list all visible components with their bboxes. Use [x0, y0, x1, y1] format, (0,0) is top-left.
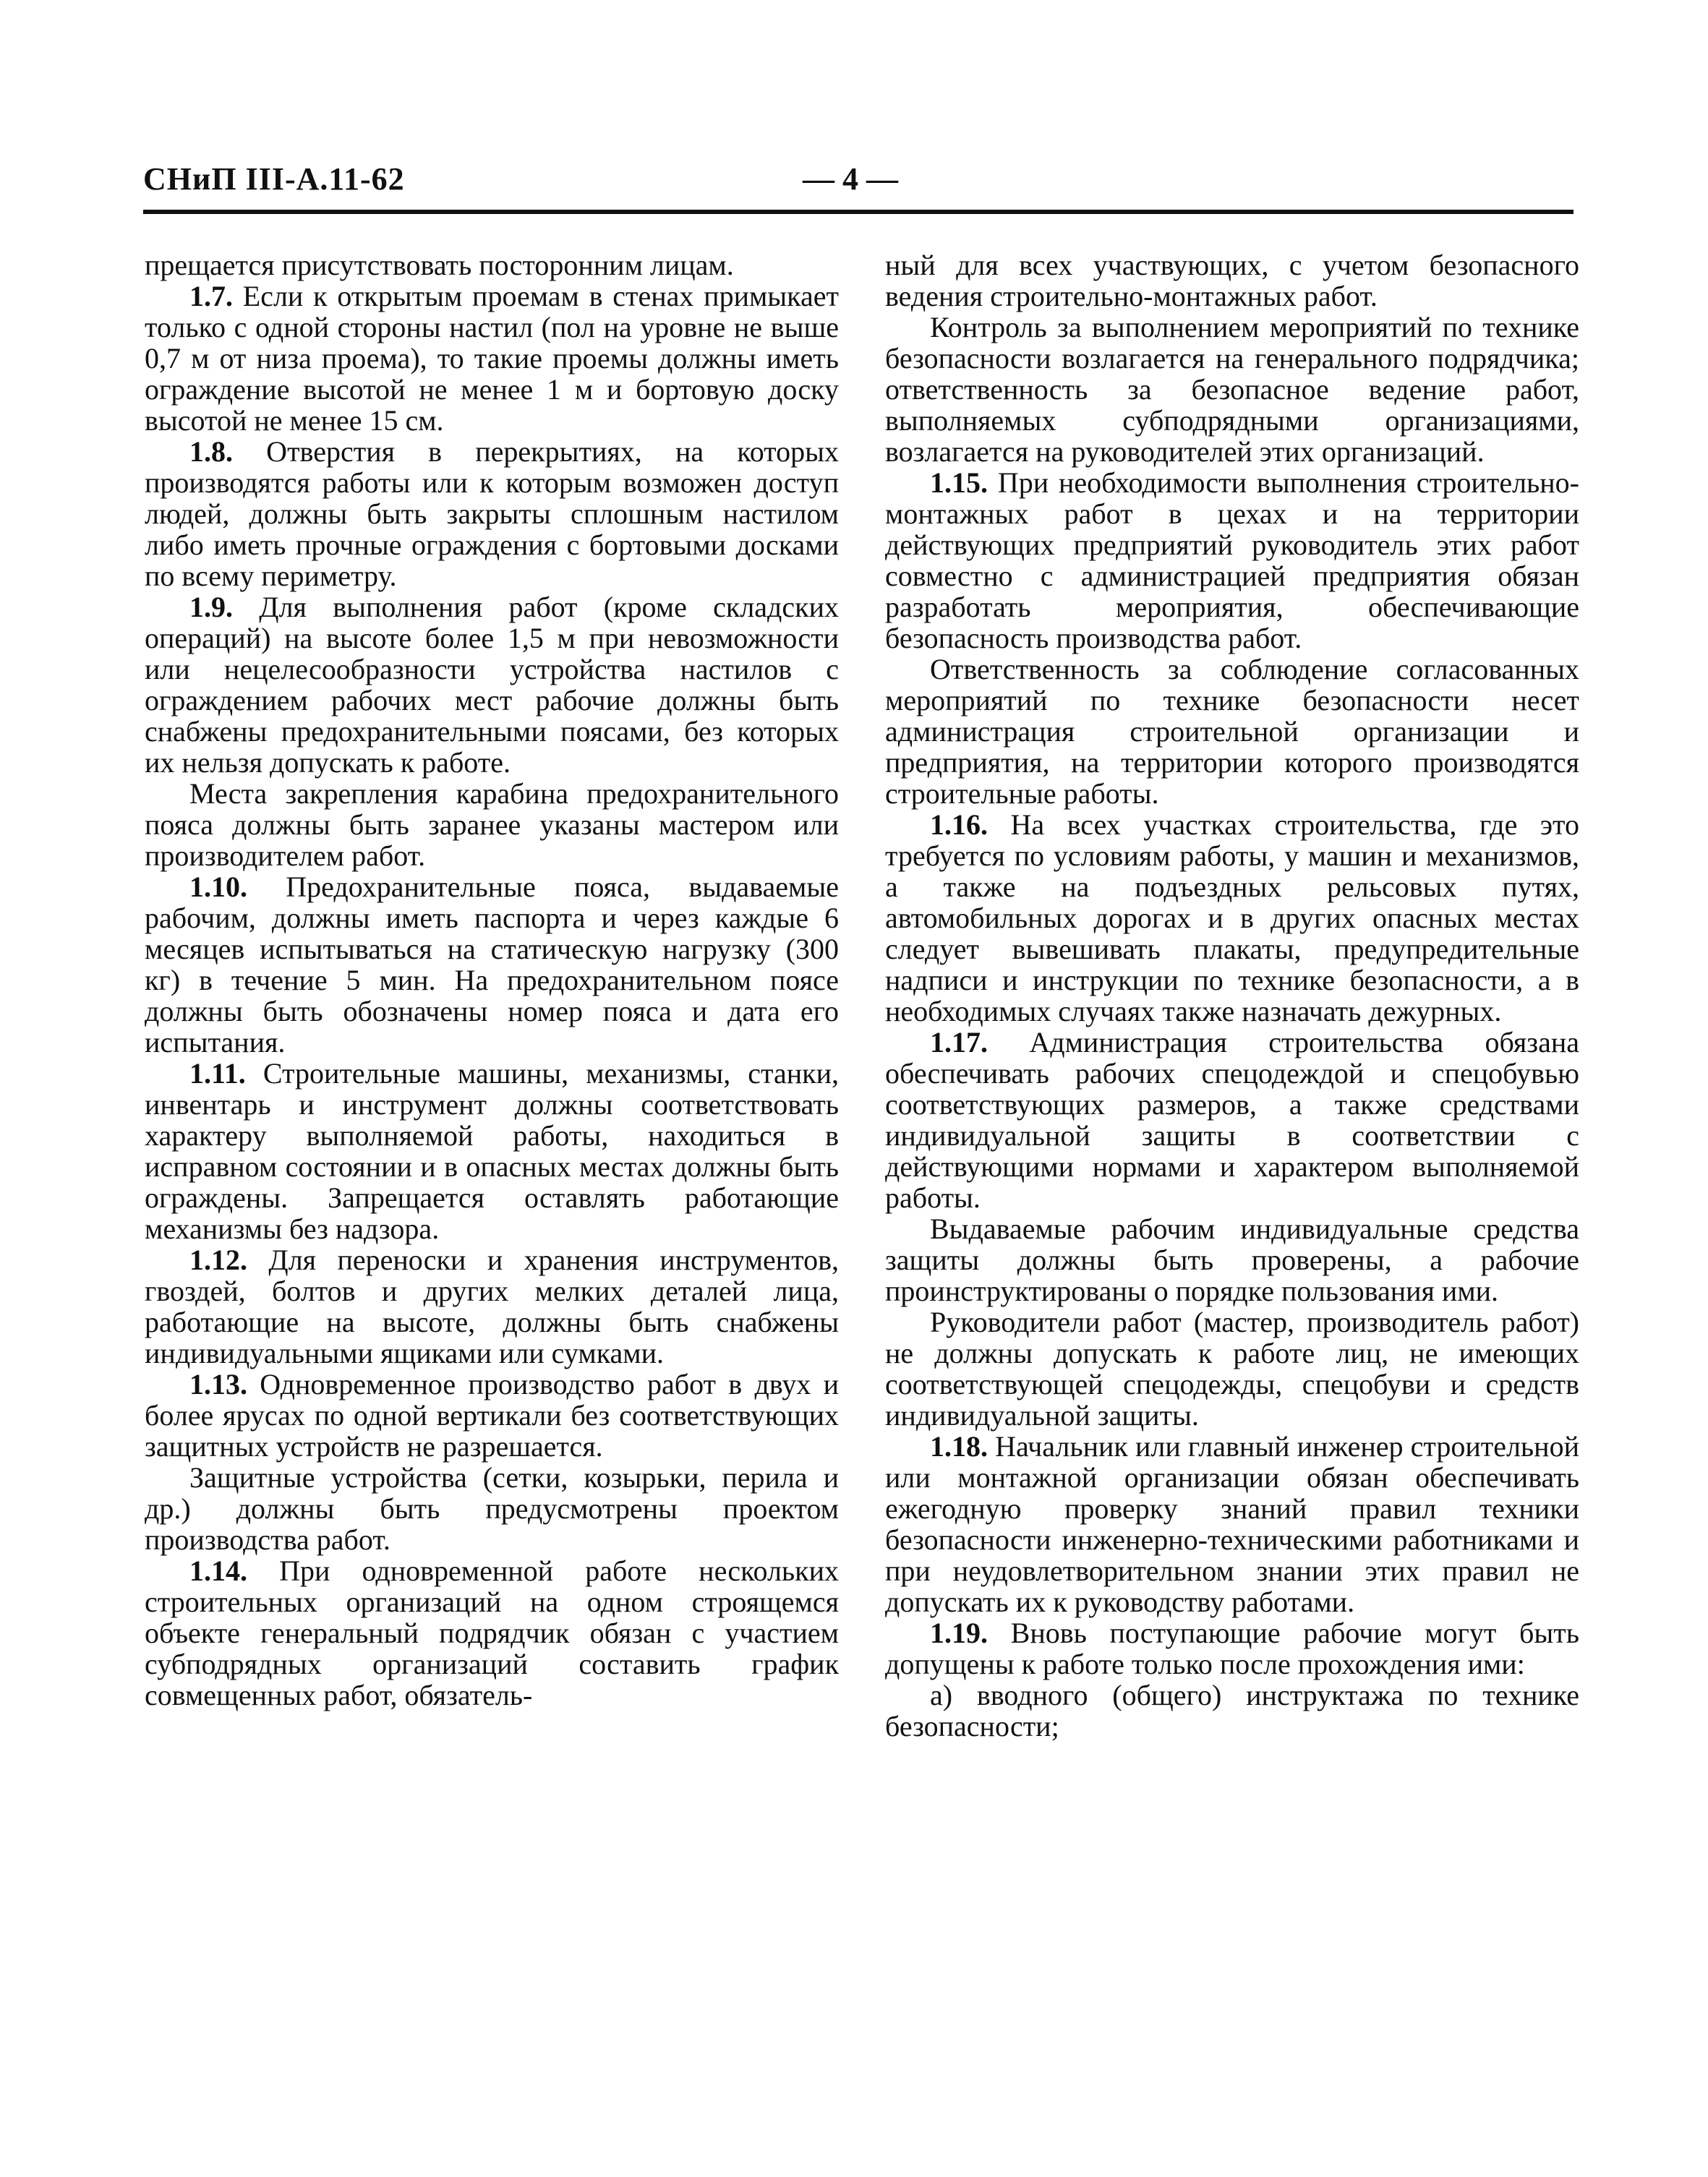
paragraph-text: Одновременное производство работ в двух и более ярусах по одной вертикали без соответствующих защитных устройств не разрешается. [145, 1368, 839, 1463]
paragraph [145, 436, 839, 591]
right-column [885, 249, 1579, 1742]
paragraph [885, 654, 1579, 809]
paragraph [145, 871, 839, 1058]
paragraph [145, 778, 839, 871]
paragraph-text: Выдаваемые рабочим индивидуальные средства защиты должны быть проверены, а рабочие проинструктированы о порядке пользования ими. [885, 1212, 1579, 1307]
clause-number: 1.19. [930, 1617, 988, 1649]
paragraph-text: Строительные машины, механизмы, станки, инвентарь и инструмент должны соответствовать характеру выполняемой работы, находиться в исправном состоянии и в опасных местах должны быть ограждены. Запрещается оставлять работающие механизмы без надзора. [145, 1057, 839, 1245]
page-header [143, 161, 1574, 204]
header-rule [143, 210, 1574, 214]
paragraph [885, 1431, 1579, 1617]
paragraph-text: прещается присутствовать посторонним лицам. [145, 249, 734, 281]
clause-number: 1.10. [189, 871, 247, 903]
paragraph [885, 467, 1579, 654]
paragraph-text: Защитные устройства (сетки, козырьки, перила и др.) должны быть предусмотрены проектом производства работ. [145, 1461, 839, 1556]
paragraph-text: Контроль за выполнением мероприятий по технике безопасности возлагается на генерального подрядчика; ответственность за безопасное ведение работ, выполняемых субподрядными организациями, возлагается на руководителей этих организаций. [885, 311, 1579, 468]
paragraph [885, 809, 1579, 1027]
clause-number: 1.18. [930, 1430, 988, 1463]
paragraph-text: Предохранительные пояса, выдаваемые рабочим, должны иметь паспорта и через каждые 6 месяцев испытываться на статическую нагрузку (300 кг) в течение 5 мин. На предохранительном поясе должны быть обозначены номер пояса и дата его испытания. [145, 871, 839, 1058]
paragraph [145, 1058, 839, 1244]
document-code: СНиП III-А.11-62 [143, 161, 405, 197]
paragraph [145, 591, 839, 778]
paragraph [885, 249, 1579, 312]
paragraph [145, 1244, 839, 1369]
paragraph [145, 1369, 839, 1462]
paragraph [885, 1213, 1579, 1306]
paragraph-text: Ответственность за соблюдение согласованных мероприятий по технике безопасности несет администрация строительной организации и предприятия, на территории которого производятся строительные работы. [885, 653, 1579, 810]
clause-number: 1.9. [189, 591, 233, 623]
paragraph [885, 1306, 1579, 1431]
left-column [145, 249, 839, 1711]
paragraph [885, 1680, 1579, 1742]
paragraph-text: ный для всех участвующих, с учетом безопасного ведения строительно-монтажных работ. [885, 249, 1579, 312]
paragraph-text: Руководители работ (мастер, производитель работ) не должны допускать к работе лиц, не имеющих соответствующей спецодежды, спецобуви и средств индивидуальной защиты. [885, 1306, 1579, 1432]
clause-number: 1.11. [189, 1057, 246, 1090]
paragraph-text: Для переноски и хранения инструментов, гвоздей, болтов и других мелких деталей лица, работающие на высоте, должны быть снабжены индивидуальными ящиками или сумками. [145, 1244, 839, 1369]
paragraph [885, 1027, 1579, 1213]
paragraph-text: При одновременной работе нескольких строительных организаций на одном строящемся объекте генеральный подрядчик обязан с участием субподрядных организаций составить график совмещенных работ, обязатель- [145, 1554, 839, 1711]
clause-number: 1.17. [930, 1026, 988, 1058]
paragraph-text: Вновь поступающие рабочие могут быть допущены к работе только после прохождения ими: [885, 1617, 1579, 1680]
paragraph [145, 1555, 839, 1711]
paragraph-text: На всех участках строительства, где это требуется по условиям работы, у машин и механизмов, а также на подъездных рельсовых путях, автомобильных дорогах и в других опасных местах следует вывешивать плакаты, предупредительные надписи и инструкции по технике безопасности, а в необходимых случаях также назначать дежурных. [885, 808, 1579, 1027]
paragraph-text: а) вводного (общего) инструктажа по технике безопасности; [885, 1679, 1579, 1742]
paragraph-text: Администрация строительства обязана обеспечивать рабочих спецодеждой и спецобувью соответствующих размеров, а также средствами индивидуальной защиты в соответствии с действующими нормами и характером выполняемой работы. [885, 1026, 1579, 1214]
paragraph-text: Начальник или главный инженер строительной или монтажной организации обязан обеспечивать ежегодную проверку знаний правил техники безопасности инженерно-техническими работниками и при неудовлетворительном знании этих правил не допускать их к руководству работами. [885, 1430, 1579, 1618]
clause-number: 1.13. [189, 1368, 247, 1400]
paragraph [145, 249, 839, 281]
paragraph-text: Отверстия в перекрытиях, на которых производятся работы или к которым возможен доступ людей, должны быть закрыты сплошным настилом либо иметь прочные ограждения с бортовыми досками по всему периметру. [145, 435, 839, 592]
paragraph-text: Для выполнения работ (кроме складских операций) на высоте более 1,5 м при невозможности или нецелесообразности устройства настилов с ограждением рабочих мест рабочие должны быть снабжены предохранительными поясами, без которых их нельзя допускать к работе. [145, 591, 839, 779]
paragraph-text: Места закрепления карабина предохранительного пояса должны быть заранее указаны мастером или производителем работ. [145, 777, 839, 872]
paragraph [145, 1462, 839, 1555]
paragraph [145, 281, 839, 436]
clause-number: 1.14. [189, 1554, 247, 1587]
clause-number: 1.12. [189, 1244, 247, 1276]
clause-number: 1.7. [189, 280, 233, 312]
page-number: — 4 — [803, 161, 898, 197]
paragraph [885, 312, 1579, 467]
clause-number: 1.8. [189, 435, 233, 468]
clause-number: 1.16. [930, 808, 988, 841]
paragraph-text: При необходимости выполнения строительно-монтажных работ в цехах и на территории действующих предприятий руководитель этих работ совместно с администрацией предприятия обязан разработать мероприятия, обеспечивающие безопасность производства работ. [885, 466, 1579, 654]
paragraph-text: Если к открытым проемам в стенах примыкает только с одной стороны настил (пол на уровне не выше 0,7 м от низа проема), то такие проемы должны иметь ограждение высотой не менее 1 м и бортовую доску высотой не менее 15 см. [145, 280, 839, 437]
clause-number: 1.15. [930, 466, 988, 499]
paragraph [885, 1617, 1579, 1680]
